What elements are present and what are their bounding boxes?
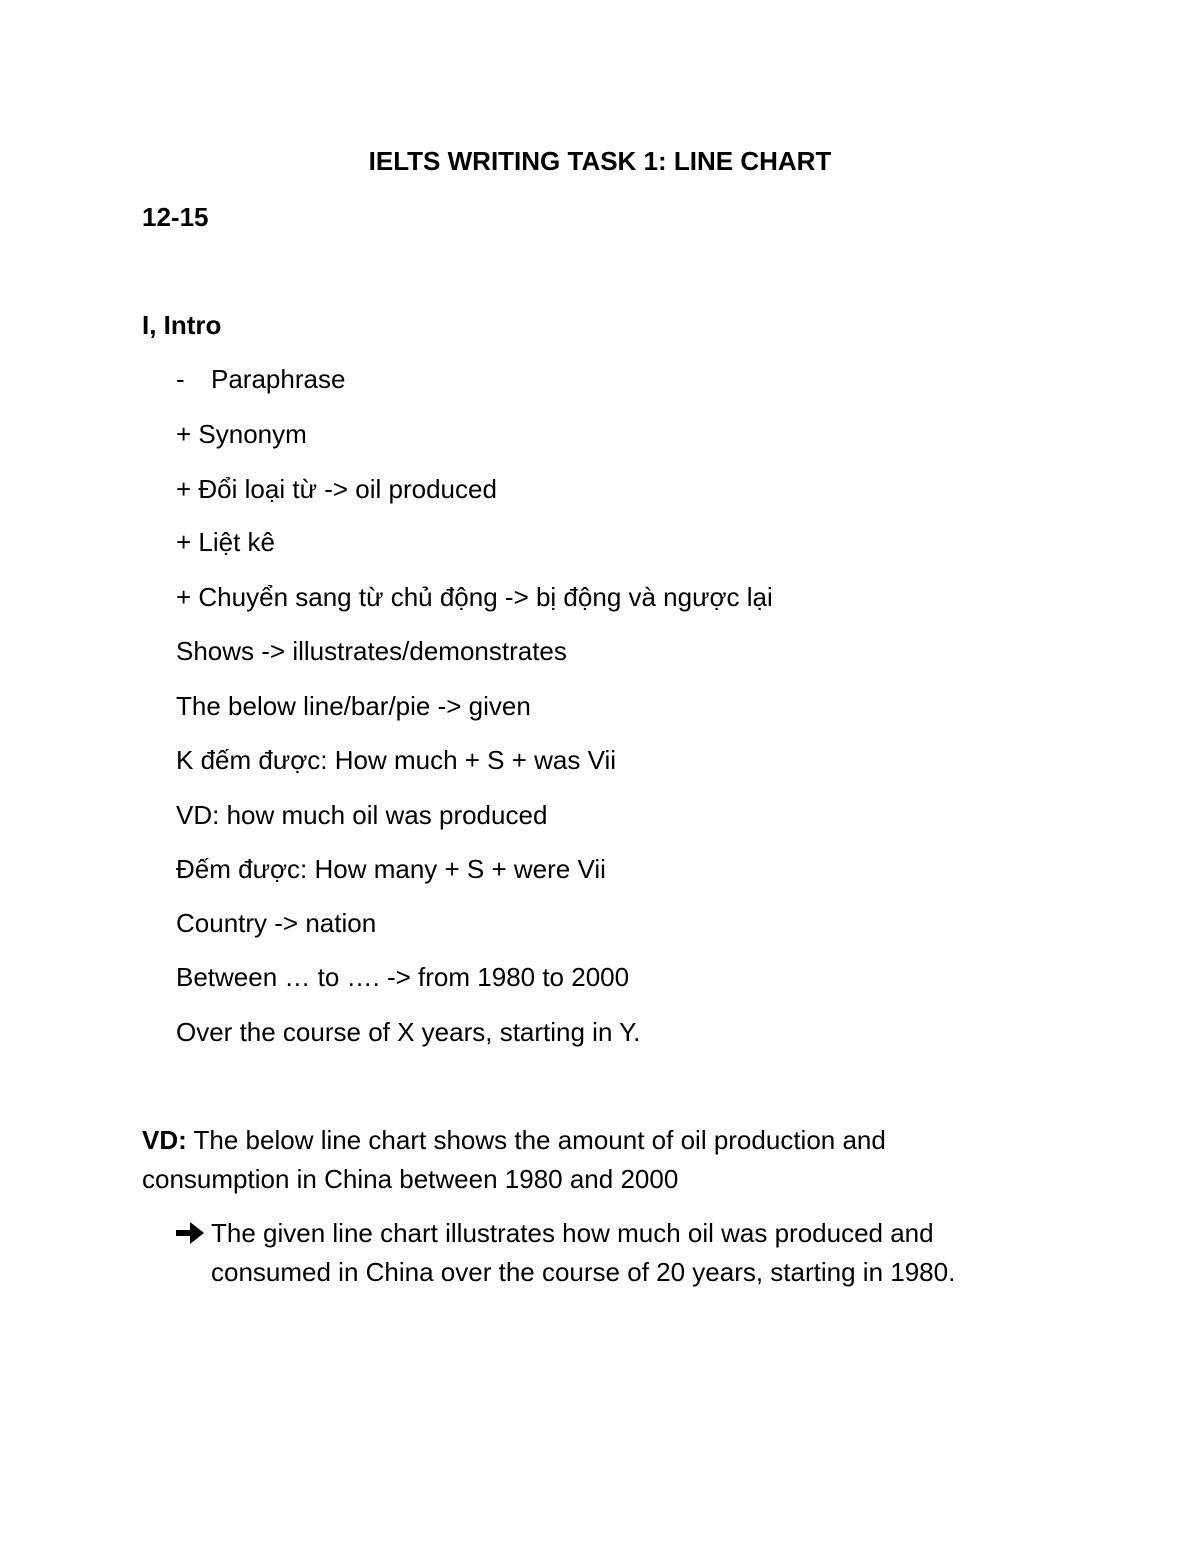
note-line: The below line/bar/pie -> given <box>176 691 531 721</box>
answer-line-1: The given line chart illustrates how much oil was produced and <box>211 1218 934 1248</box>
plus-item: + Liệt kê <box>176 527 276 557</box>
note-line: Between … to …. -> from 1980 to 2000 <box>176 962 630 992</box>
example-line-2: consumption in China between 1980 and 2000 <box>142 1164 679 1194</box>
example-text: The below line chart shows the amount of oil production and <box>186 1125 886 1155</box>
note-line: Đếm được: How many + S + were Vii <box>176 854 606 884</box>
right-arrow-icon <box>176 1220 206 1246</box>
example-label: VD: <box>142 1125 187 1155</box>
note-line: Country -> nation <box>176 908 377 938</box>
bullet-marker: - <box>176 364 185 394</box>
note-line: K đếm được: How much + S + was Vii <box>176 745 617 775</box>
plus-item: + Đổi loại từ -> oil produced <box>176 474 497 504</box>
note-line: Shows -> illustrates/demonstrates <box>176 636 567 666</box>
example-line-1 <box>142 1127 886 1153</box>
page-title: IELTS WRITING TASK 1: LINE CHART <box>368 146 832 176</box>
subtitle: 12-15 <box>142 202 209 232</box>
plus-item: + Chuyển sang từ chủ động -> bị động và ngược lại <box>176 582 773 612</box>
note-line: Over the course of X years, starting in Y. <box>176 1017 641 1047</box>
plus-item: + Synonym <box>176 419 307 449</box>
bullet-text: Paraphrase <box>211 364 346 394</box>
answer-line-2: consumed in China over the course of 20 years, starting in 1980. <box>211 1257 956 1287</box>
section-heading: I, Intro <box>142 310 222 340</box>
note-line: VD: how much oil was produced <box>176 800 548 830</box>
